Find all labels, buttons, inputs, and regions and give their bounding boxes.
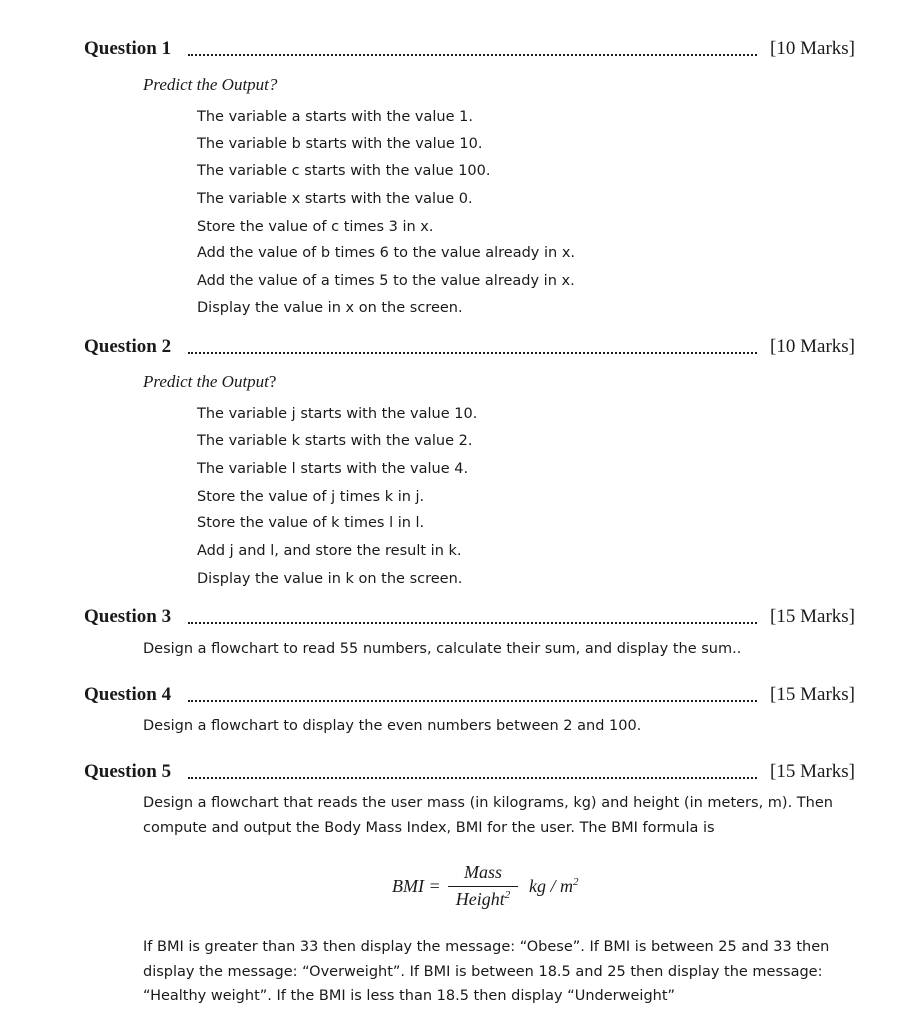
leader-dots [188, 622, 757, 624]
leader-dots [188, 700, 757, 702]
leader-dots [188, 54, 757, 56]
q5-text-line-1: Design a flowchart that reads the user mass (in kilograms, kg) and height (in meters, m). Then [143, 795, 833, 811]
q2-line-5: Store the value of k times l in l. [197, 515, 425, 531]
question-1-header [84, 38, 855, 62]
question-marks: [10 Marks] [766, 38, 855, 60]
q1-line-1: The variable a starts with the value 1. [197, 109, 473, 125]
q1-line-6: Add the value of b times 6 to the value already in x. [197, 245, 576, 261]
q2-line-7: Display the value in k on the screen. [197, 571, 463, 587]
q4-text: Design a flowchart to display the even numbers between 2 and 100. [143, 718, 642, 734]
question-marks: [10 Marks] [766, 336, 855, 358]
q1-line-8: Display the value in x on the screen. [197, 300, 463, 316]
q1-subheading: Predict the Output? [143, 75, 278, 94]
q1-line-2: The variable b starts with the value 10. [197, 136, 483, 152]
question-5-header [84, 761, 855, 785]
formula-lhs: BMI = [392, 876, 441, 896]
q2-line-3: The variable l starts with the value 4. [197, 461, 469, 477]
q2-line-1: The variable j starts with the value 10. [197, 406, 478, 422]
question-title: Question 2 [84, 336, 175, 358]
formula-numerator: Mass [463, 862, 502, 882]
q5-condition-line-2: display the message: “Overweight”. If BMI is between 18.5 and 25 then display the message: [143, 964, 823, 980]
q5-condition-line-3: “Healthy weight”. If the BMI is less than 18.5 then display “Underweight” [143, 988, 676, 1004]
q5-text-line-2: compute and output the Body Mass Index, BMI for the user. The BMI formula is [143, 820, 715, 836]
leader-dots [188, 352, 757, 354]
question-marks: [15 Marks] [766, 606, 855, 628]
q1-line-4: The variable x starts with the value 0. [197, 191, 473, 207]
q1-line-5: Store the value of c times 3 in x. [197, 219, 434, 235]
question-title: Question 1 [84, 38, 175, 60]
formula-unit: kg / $m^2$ [529, 876, 579, 896]
leader-dots [188, 777, 757, 779]
q1-line-3: The variable c starts with the value 100. [197, 163, 491, 179]
q2-subheading: Predict the Output? [143, 372, 277, 391]
question-title: Question 3 [84, 606, 175, 628]
q2-line-6: Add j and l, and store the result in k. [197, 543, 462, 559]
q3-text: Design a flowchart to read 55 numbers, calculate their sum, and display the sum.. [143, 641, 742, 657]
q5-condition-line-1: If BMI is greater than 33 then display the message: “Obese”. If BMI is between 25 and 33 then [143, 939, 830, 955]
q2-line-2: The variable k starts with the value 2. [197, 433, 473, 449]
fraction-bar [448, 886, 518, 887]
q1-line-7: Add the value of a times 5 to the value already in x. [197, 273, 575, 289]
question-marks: [15 Marks] [766, 684, 855, 706]
question-3-header [84, 606, 855, 630]
question-title: Question 5 [84, 761, 175, 783]
formula-denominator: Height$^2$ [455, 889, 511, 909]
q2-line-4: Store the value of j times k in j. [197, 489, 425, 505]
question-title: Question 4 [84, 684, 175, 706]
bmi-formula [392, 862, 592, 914]
question-4-header [84, 684, 855, 708]
question-2-header [84, 336, 855, 360]
formula-fraction [448, 862, 518, 910]
question-marks: [15 Marks] [766, 761, 855, 783]
